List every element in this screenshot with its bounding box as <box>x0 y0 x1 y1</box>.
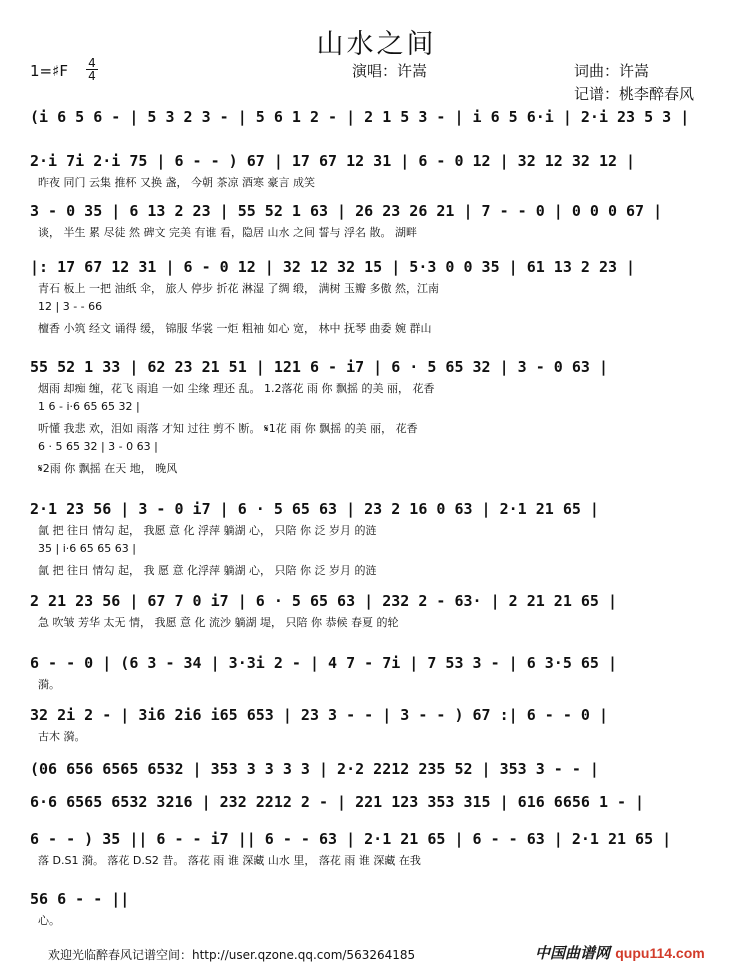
time-signature-bottom: 4 <box>86 69 98 82</box>
lyric-line: 12 | 3 - - 66 <box>38 300 103 313</box>
notation-row: 6 - - 0 | (6 3 - 34 | 3·3i 2 - | 4 7 - 7i | 7 53 3 - | 6 3·5 65 | <box>30 654 617 672</box>
notation-row: 56 6 - - || <box>30 890 130 908</box>
transcriber-credit: 记谱：桃李醉春风 <box>574 85 695 103</box>
lyric-line: 急 吹皱 芳华 太无 情， 我愿 意 化 流沙 躺湖 堤， 只陪 你 恭候 春夏 的轮 <box>38 616 399 629</box>
lyric-line: 听懂 我悲 欢，泪如 雨落 才知 过往 剪不 断。 𝄋1花 雨 你 飘摇 的美 丽， 花香 <box>38 422 418 435</box>
lyric-line: 心。 <box>38 914 60 927</box>
lyric-line: 烟雨 却痴 缠，花飞 雨追 一如 尘缘 理还 乱。 1.2落花 雨 你 飘摇 的美 丽， 花香 <box>38 382 435 395</box>
lyric-line: 落 D.S1 漪。 落花 D.S2 昔。 落花 雨 谁 深藏 山水 里， 落花 雨 谁 深藏 在我 <box>38 854 421 867</box>
site-watermark <box>535 942 705 963</box>
notation-row: 6·6 6565 6532 3216 | 232 2212 2 - | 221 123 353 315 | 616 6656 1 - | <box>30 793 645 811</box>
notation-row: 2·1 23 56 | 3 - 0 i7 | 6 · 5 65 63 | 23 2 16 0 63 | 2·1 21 65 | <box>30 500 599 518</box>
lyric-line: 谈， 半生 累 尽徒 然 碑文 完美 有谁 看，隐居 山水 之间 誓与 浮名 散。 湖畔 <box>38 226 417 239</box>
singer-credit: 演唱：许嵩 <box>352 62 428 80</box>
lyric-line: 1 6 - i·6 65 65 32 | <box>38 400 140 413</box>
notation-row: 2 21 23 56 | 67 7 0 i7 | 6 · 5 65 63 | 232 2 - 63· | 2 21 21 65 | <box>30 592 617 610</box>
lyric-line: 漪。 <box>38 678 60 691</box>
page-title: 山水之间 <box>316 29 437 60</box>
notation-row: |: 17 67 12 31 | 6 - 0 12 | 32 12 32 15 | 5·3 0 0 35 | 61 13 2 23 | <box>30 258 636 276</box>
lyric-line: 古木 漪。 <box>38 730 86 743</box>
notation-row: 32 2i 2 - | 3i6 2i6 i65 653 | 23 3 - - | 3 - - ) 67 :| 6 - - 0 | <box>30 706 608 724</box>
notation-row: 3 - 0 35 | 6 13 2 23 | 55 52 1 63 | 26 23 26 21 | 7 - - 0 | 0 0 0 67 | <box>30 202 663 220</box>
lyric-line: 青石 板上 一把 油纸 伞， 旅人 停步 折花 淋湿 了绸 缎， 满树 玉瓣 多傲 然，江南 <box>38 282 439 295</box>
lyric-line: 氤 把 往日 情勾 起， 我 愿 意 化浮萍 躺湖 心， 只陪 你 泛 岁月 的涟 <box>38 564 377 577</box>
key-signature: 1=♯F <box>30 62 68 80</box>
notation-row: (i 6 5 6 - | 5 3 2 3 - | 5 6 1 2 - | 2 1 5 3 - | i 6 5 6·i | 2·i 23 5 3 | <box>30 108 690 126</box>
site-brand: 中国曲谱网 <box>535 944 611 962</box>
time-signature-top: 4 <box>88 56 96 70</box>
notation-row: (06 656 6565 6532 | 353 3 3 3 3 | 2·2 2212 235 52 | 353 3 - - | <box>30 760 599 778</box>
lyric-line: 35 | i·6 65 65 63 | <box>38 542 136 555</box>
composer-credit: 词曲：许嵩 <box>574 62 650 80</box>
notation-row: 6 - - ) 35 || 6 - - i7 || 6 - - 63 | 2·1 21 65 | 6 - - 63 | 2·1 21 65 | <box>30 830 672 848</box>
lyric-line: 檀香 小筑 经文 诵得 缓， 锦服 华裳 一炬 粗袖 如心 宽， 林中 抚琴 曲委 婉 群山 <box>38 322 432 335</box>
lyric-line: 6 · 5 65 32 | 3 - 0 63 | <box>38 440 158 453</box>
lyric-line: 昨夜 同门 云集 推杯 又换 盏， 今朝 茶凉 酒寒 豪言 成笑 <box>38 176 315 189</box>
lyric-line: 𝄋2雨 你 飘摇 在天 地， 晚风 <box>38 462 178 475</box>
footer-credit: 欢迎光临醉春风记谱空间：http://user.qzone.qq.com/563264185 <box>48 948 416 962</box>
lyric-line: 氤 把 往日 情勾 起， 我愿 意 化 浮萍 躺湖 心， 只陪 你 泛 岁月 的涟 <box>38 524 377 537</box>
notation-row: 2·i 7i 2·i 75 | 6 - - ) 67 | 17 67 12 31 | 6 - 0 12 | 32 12 32 12 | <box>30 152 636 170</box>
site-url: qupu114.com <box>615 945 705 961</box>
time-signature <box>86 57 98 82</box>
notation-row: 55 52 1 33 | 62 23 21 51 | 121 6 - i7 | 6 · 5 65 32 | 3 - 0 63 | <box>30 358 608 376</box>
